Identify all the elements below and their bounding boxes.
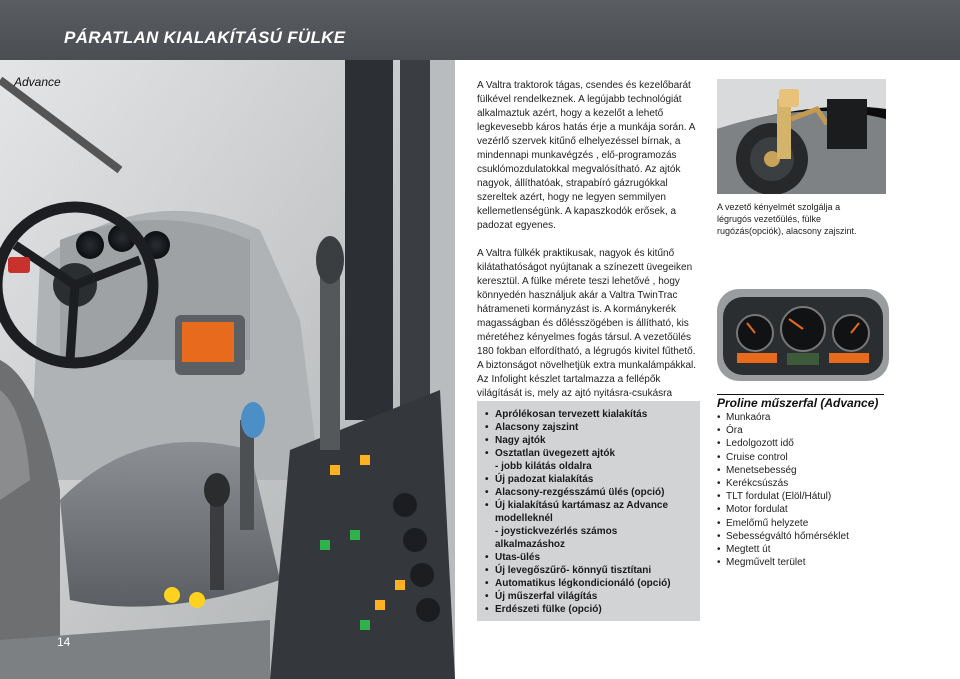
seat-caption: A vezető kényelmét szolgálja a légrugós vezetőülés, fülke rugózás(opciók), alacsony zajszint. [717, 202, 857, 236]
proline-list [717, 411, 849, 569]
proline-item: • Menetsebesség [717, 464, 849, 477]
proline-item: • Emelőmű helyzete [717, 517, 849, 530]
feature-item-continued: modelleknél [495, 513, 553, 524]
proline-item: • Megművelt terület [717, 556, 849, 569]
feature-item: • Osztatlan üvegezett ajtók [485, 447, 694, 460]
feature-list [485, 408, 694, 616]
page-number: 14 [57, 635, 71, 649]
page-header [0, 0, 960, 60]
proline-item: • Kerékcsúszás [717, 477, 849, 490]
proline-dashboard-photo [717, 289, 889, 381]
proline-item: • Óra [717, 424, 849, 437]
feature-item-continued: - jobb kilátás oldalra [495, 461, 592, 472]
seat-suspension-photo [717, 79, 886, 194]
proline-item: • Munkaóra [717, 411, 849, 424]
paragraph: A Valtra fülkék praktikusak, nagyok és kitűnő kilátathatóságot nyújtanak a színezett üvegeiken keresztül. A fülke mérete teszi lehetővé , hogy könnyedén használjuk akár a Valtra TwinTrac hátrameneti kormányzást is. A kormánykerék magasságban és dőlésszögében is állítható, kis méretéhez kényelmes fogás társul. A vezetőülés 180 fokban elfordítható, a légrugós kivitel fűthető. A biztonságot növelhetjük extra munkalámpákkal. Az Infolight készlet tartalmazza a fellépők világítását is, mely az ajtó nyitásra-csukásra [477, 248, 697, 399]
feature-item: • Aprólékosan tervezett kialakítás [485, 408, 694, 421]
feature-box [477, 401, 700, 621]
model-badge: Advance [14, 75, 61, 89]
body-text [477, 79, 697, 429]
feature-item: • Új kialakítású kartámasz az Advance [485, 499, 694, 512]
feature-item-continued: alkalmazáshoz [495, 539, 566, 550]
page-title: PÁRATLAN KIALAKÍTÁSÚ FÜLKE [64, 28, 346, 47]
proline-item: • Ledolgozott idő [717, 437, 849, 450]
feature-item: • Új levegőszűrő- könnyű tisztítani [485, 564, 694, 577]
proline-title: Proline műszerfal (Advance) [717, 396, 879, 410]
feature-item: • Automatikus légkondicionáló (opció) [485, 577, 694, 590]
proline-item: • Sebességváltó hőmérséklet [717, 530, 849, 543]
feature-item: • Utas-ülés [485, 551, 694, 564]
proline-item: • Megtett út [717, 543, 849, 556]
proline-item: • Cruise control [717, 451, 849, 464]
proline-item: • TLT fordulat (Elöl/Hátul) [717, 490, 849, 503]
feature-item: • Nagy ajtók [485, 434, 694, 447]
feature-item: • Alacsony zajszint [485, 421, 694, 434]
cabin-interior-photo [0, 60, 455, 679]
feature-item: • Új padozat kialakítás [485, 473, 694, 486]
feature-item: • Alacsony-rezgésszámú ülés (opció) [485, 486, 694, 499]
section-divider [717, 394, 884, 395]
feature-item: • Új műszerfal világítás [485, 590, 694, 603]
paragraph: A Valtra traktorok tágas, csendes és kezelőbarát fülkével rendelkeznek. A legújabb technológiát alkalmaztuk azért, hogy a kezelőt a lehető legkevesebb káros hatás érje a munkája során. A vezérlő szervek kitűnő elhelyezéssel bírnak, a mindennapi munkavégzés , elő-programozás csuklómozdulatokkal megvalósítható. Az ajtók nagyok, állíthatóak, strapabíró gázrugókkal szereltek azért, hogy ne legyen semmilyen kellemetlenségünk. A kapaszkodók erősek, a padozat egyenes. [477, 80, 695, 231]
proline-item: • Motor fordulat [717, 503, 849, 516]
feature-item: • Erdészeti fülke (opció) [485, 603, 694, 616]
feature-item-continued: - joystickvezérlés számos [495, 526, 618, 537]
